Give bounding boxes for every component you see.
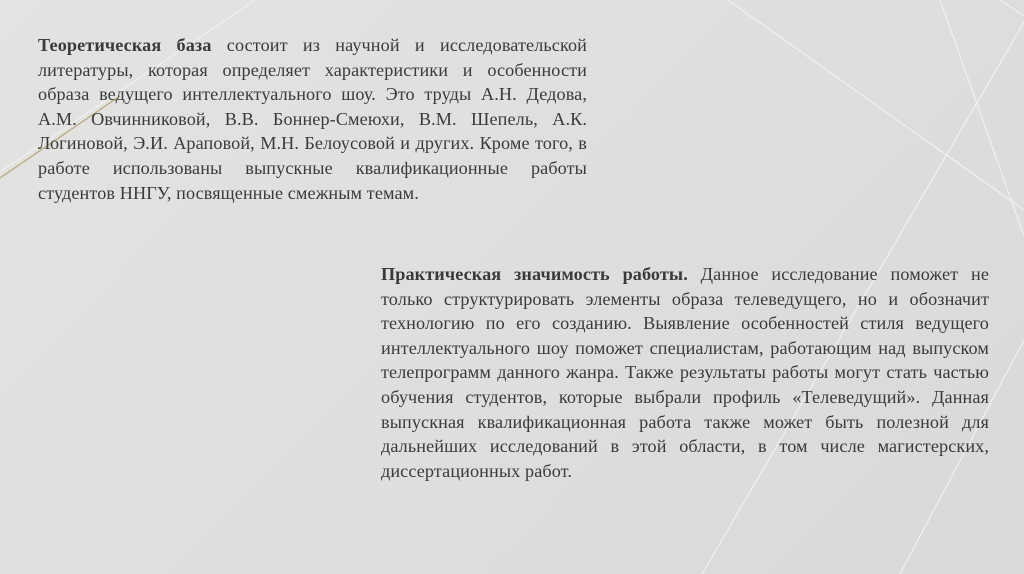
practical-body: Данное исследование поможет не только структурировать элементы образа телеведущего, но и обозначит технологию по его созданию. Выявление особенностей стиля ведущего интеллектуального шоу поможет специалистам, работающим над выпуском телепрограмм данного жанра. Также результаты работы могут стать частью обучения студентов, которые выбрали профиль «Телеведущий». Данная выпускная квалификационная работа также может быть полезной для дальнейших исследований в этой области, в том числе магистерских, диссертационных работ. [381, 264, 989, 481]
practical-heading: Практическая значимость работы. [381, 264, 688, 284]
theory-paragraph [38, 33, 587, 205]
practical-paragraph [381, 262, 989, 483]
light-line-right-4 [728, 0, 1024, 210]
theory-heading: Теоретическая база [38, 35, 212, 55]
light-line-right-2 [1000, 0, 1024, 16]
theory-body: состоит из научной и исследовательской литературы, которая определяет характеристики и особенности образа ведущего интеллектуального шоу. Это труды А.Н. Дедова, А.М. Овчинниковой, В.В. Боннер-Смеюхи, В.М. Шепель, А.К. Логиновой, Э.И. Араповой, М.Н. Белоусовой и других. Кроме того, в работе использованы выпускные квалификационные работы студентов ННГУ, посвященные смежным темам. [38, 35, 587, 203]
